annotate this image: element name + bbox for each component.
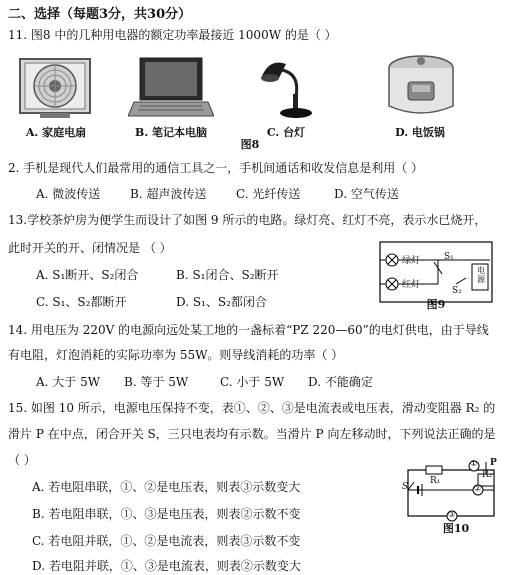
question-2-option-d: D. 空气传送	[334, 187, 399, 201]
option-b-caption: B. 笔记本电脑	[135, 126, 207, 139]
laptop-icon	[128, 56, 214, 120]
question-2-option-c: C. 光纤传送	[236, 187, 301, 201]
question-15-stem-line-2: 滑片 P 在中点，闭合开关 S，三只电表均有示数。当滑片 P 向左移动时，下列说法正确的是	[8, 427, 496, 441]
question-14-stem-line-1: 14. 用电压为 220V 的电源向远处某工地的一盏标着“PZ 220—60”的电灯供电，由于导线	[8, 323, 489, 337]
option-a-caption: A. 家庭电扇	[25, 126, 87, 139]
figure-9-source-label: 电源	[477, 266, 485, 284]
question-13-option-a: A. S₁断开、S₂闭合	[36, 268, 139, 282]
question-2-option-a: A. 微波传送	[36, 187, 101, 201]
question-15-option-b: B. 若电阻串联，①、③是电压表，则表②示数不变	[32, 507, 301, 521]
question-2-stem: 2. 手机是现代人们最常用的通信工具之一，手机间通话和收发信息是利用（ ）	[8, 161, 424, 175]
rice-cooker-icon	[384, 54, 458, 120]
question-13-option-d: D. S₁、S₂都闭合	[176, 295, 267, 309]
question-14-option-c: C. 小于 5W	[220, 375, 285, 389]
question-15-option-c: C. 若电阻并联，①、②是电流表，则表③示数不变	[32, 534, 301, 548]
figure-9-s1-label: S₁	[444, 252, 454, 262]
question-15-stem-line-3: （ ）	[8, 453, 36, 467]
electric-fan-icon	[16, 56, 96, 120]
figure-9-green-lamp-label: 绿灯	[402, 256, 421, 266]
question-13-option-c: C. S₁、S₂都断开	[36, 295, 127, 309]
question-13-option-b: B. S₁闭合、S₂断开	[176, 268, 279, 282]
figure-10-r1-label: R₁	[430, 476, 441, 486]
figure-9-red-lamp-label: 红灯	[402, 280, 421, 290]
question-15-stem-line-1: 15. 如图 10 所示，电源电压保持不变，表①、②、③是电流表或电压表，滑动变阻器 R₂ 的	[8, 401, 496, 415]
question-14-option-b: B. 等于 5W	[124, 375, 189, 389]
question-14-option-d: D. 不能确定	[308, 375, 373, 389]
figure-10-s-label: S	[402, 482, 409, 492]
figure-10-meter-3-label: ③	[448, 510, 456, 519]
section-title: 二、选择（每题3分，共30分）	[8, 7, 192, 22]
question-15-option-a: A. 若电阻串联，①、②是电压表，则表③示数变大	[32, 480, 301, 494]
figure-8-label: 图8	[240, 138, 260, 151]
question-11-stem: 11. 图8 中的几种用电器的额定功率最接近 1000W 的是（ ）	[8, 28, 337, 42]
question-15-option-d: D. 若电阻并联，①、③是电流表，则表②示数变大	[32, 559, 301, 573]
question-14-stem-line-2: 有电阻，灯泡消耗的实际功率为 55W。则导线消耗的功率（ ）	[8, 348, 344, 362]
question-14-option-a: A. 大于 5W	[36, 375, 101, 389]
figure-9-label: 图9	[426, 298, 446, 311]
figure-10-label: 图10	[442, 522, 470, 535]
figure-10-meter-2-label: ②	[474, 484, 482, 493]
figure-9-s2-label: S₂	[452, 286, 462, 296]
option-c-caption: C. 台灯	[266, 126, 306, 139]
figure-10-r2-label: R₂	[482, 470, 493, 480]
question-13-stem-line-1: 13.学校茶炉房为便学生而设计了如图 9 所示的电路。绿灯亮、红灯不亮，表示水已烧开，	[8, 213, 487, 227]
question-13-stem-line-2: 此时开关的开、闭情况是 （ ）	[8, 241, 172, 255]
figure-10-meter-1-label: ①	[470, 459, 478, 468]
option-d-caption: D. 电饭锅	[395, 126, 445, 139]
desk-lamp-icon	[256, 56, 316, 120]
question-2-option-b: B. 超声波传送	[130, 187, 207, 201]
r1-resistor	[426, 466, 442, 474]
figure-10-p-label: P	[490, 458, 497, 468]
